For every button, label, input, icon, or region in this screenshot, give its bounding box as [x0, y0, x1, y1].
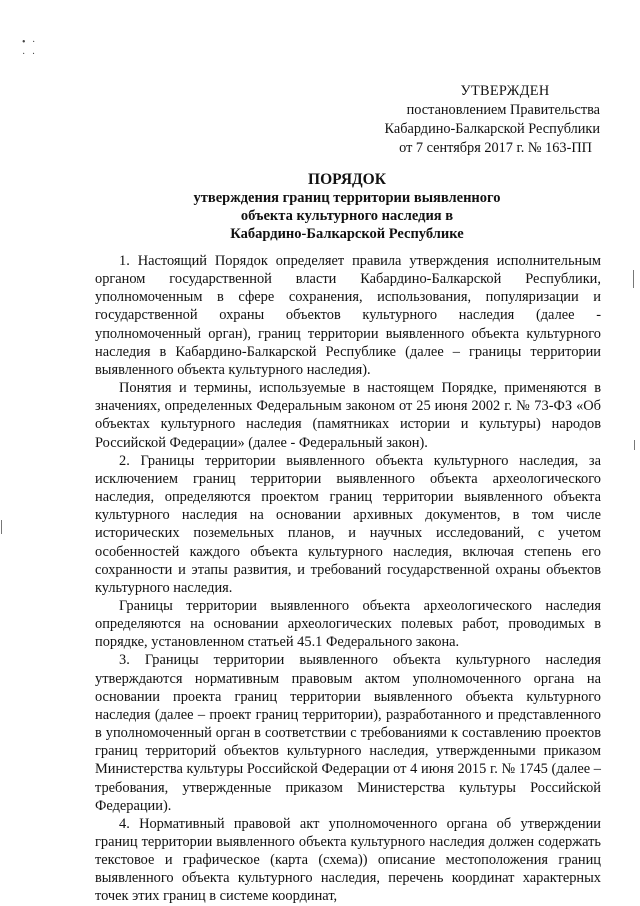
- approval-line: от 7 сентября 2017 г. № 163-ПП: [399, 140, 592, 156]
- paragraph: Понятия и термины, используемые в настоящем Порядке, применяются в значениях, определенных Федеральным законом от 25 июня 2002 г. № 73-ФЗ «Об объектах культурного наследия (памятниках истории и культуры) народов Российской Федерации» (далее - Федеральный закон).: [95, 380, 601, 451]
- scan-mark: · ·: [22, 49, 38, 60]
- approval-line: Кабардино-Балкарской Республики: [384, 121, 600, 137]
- paragraph: 3. Границы территории выявленного объекта культурного наследия утверждаются нормативным правовым актом уполномоченного органа на основании проекта границ территории выявленного объекта культурного наследия (далее – проект границ территории), разработанного и представленного в уполномоченный орган в соответствии с требованиями к составлению проектов границ территорий объектов культурного наследия, утвержденными приказом Министерства культуры Российской Федерации от 4 июня 2015 г. № 1745 (далее – требования, утвержденные приказом Министерства культуры Российской Федерации).: [95, 652, 601, 814]
- paragraph: 1. Настоящий Порядок определяет правила утверждения исполнительным органом государственной власти Кабардино-Балкарской Республики, уполномоченным в сфере сохранения, использования, популяризации и государственной охраны объектов культурного наследия (далее - уполномоченный орган), границ территории выявленного объекта культурного наследия в Кабардино-Балкарской Республике (далее – границы территории выявленного объекта культурного наследия).: [95, 253, 601, 378]
- paragraph: 2. Границы территории выявленного объекта культурного наследия, за исключением границ территории выявленного объекта археологического наследия, определяются проектом границ территории выявленного объекта культурного наследия на основании архивных документов, в том числе исторических поземельных планов, и научных исследований, с учетом особенностей каждого объекта культурного наследия, включая степень его сохранности и этапы развития, и требований государственной охраны объектов культурного наследия.: [95, 452, 601, 596]
- scan-artifact: [1, 520, 2, 534]
- title-line: объекта культурного наследия в: [240, 208, 454, 224]
- paragraph: 4. Нормативный правовой акт уполномоченного органа об утверждении границ территории выявленного объекта культурного наследия должен содержать текстовое и графическое (карта (схема)) описание местоположения границ выявленного объекта культурного наследия, перечень координат характерных точек этих границ в системе координат,: [95, 815, 601, 905]
- document-title: [95, 171, 599, 243]
- document-body: [95, 252, 601, 906]
- approval-heading: УТВЕРЖДЕН: [460, 83, 550, 99]
- title-line: Кабардино-Балкарской Республике: [230, 226, 464, 242]
- approval-block: [330, 82, 600, 158]
- title-line: ПОРЯДОК: [308, 171, 386, 188]
- scan-mark: • ·: [22, 37, 38, 48]
- approval-line: постановлением Правительства: [406, 102, 600, 118]
- title-line: утверждения границ территории выявленного: [193, 190, 501, 206]
- paragraph: Границы территории выявленного объекта археологического наследия определяются на основании археологических полевых работ, проводимых в порядке, установленном статьей 45.1 Федерального закона.: [95, 597, 601, 651]
- scan-artifact: [634, 440, 635, 450]
- scan-artifact: [633, 270, 634, 288]
